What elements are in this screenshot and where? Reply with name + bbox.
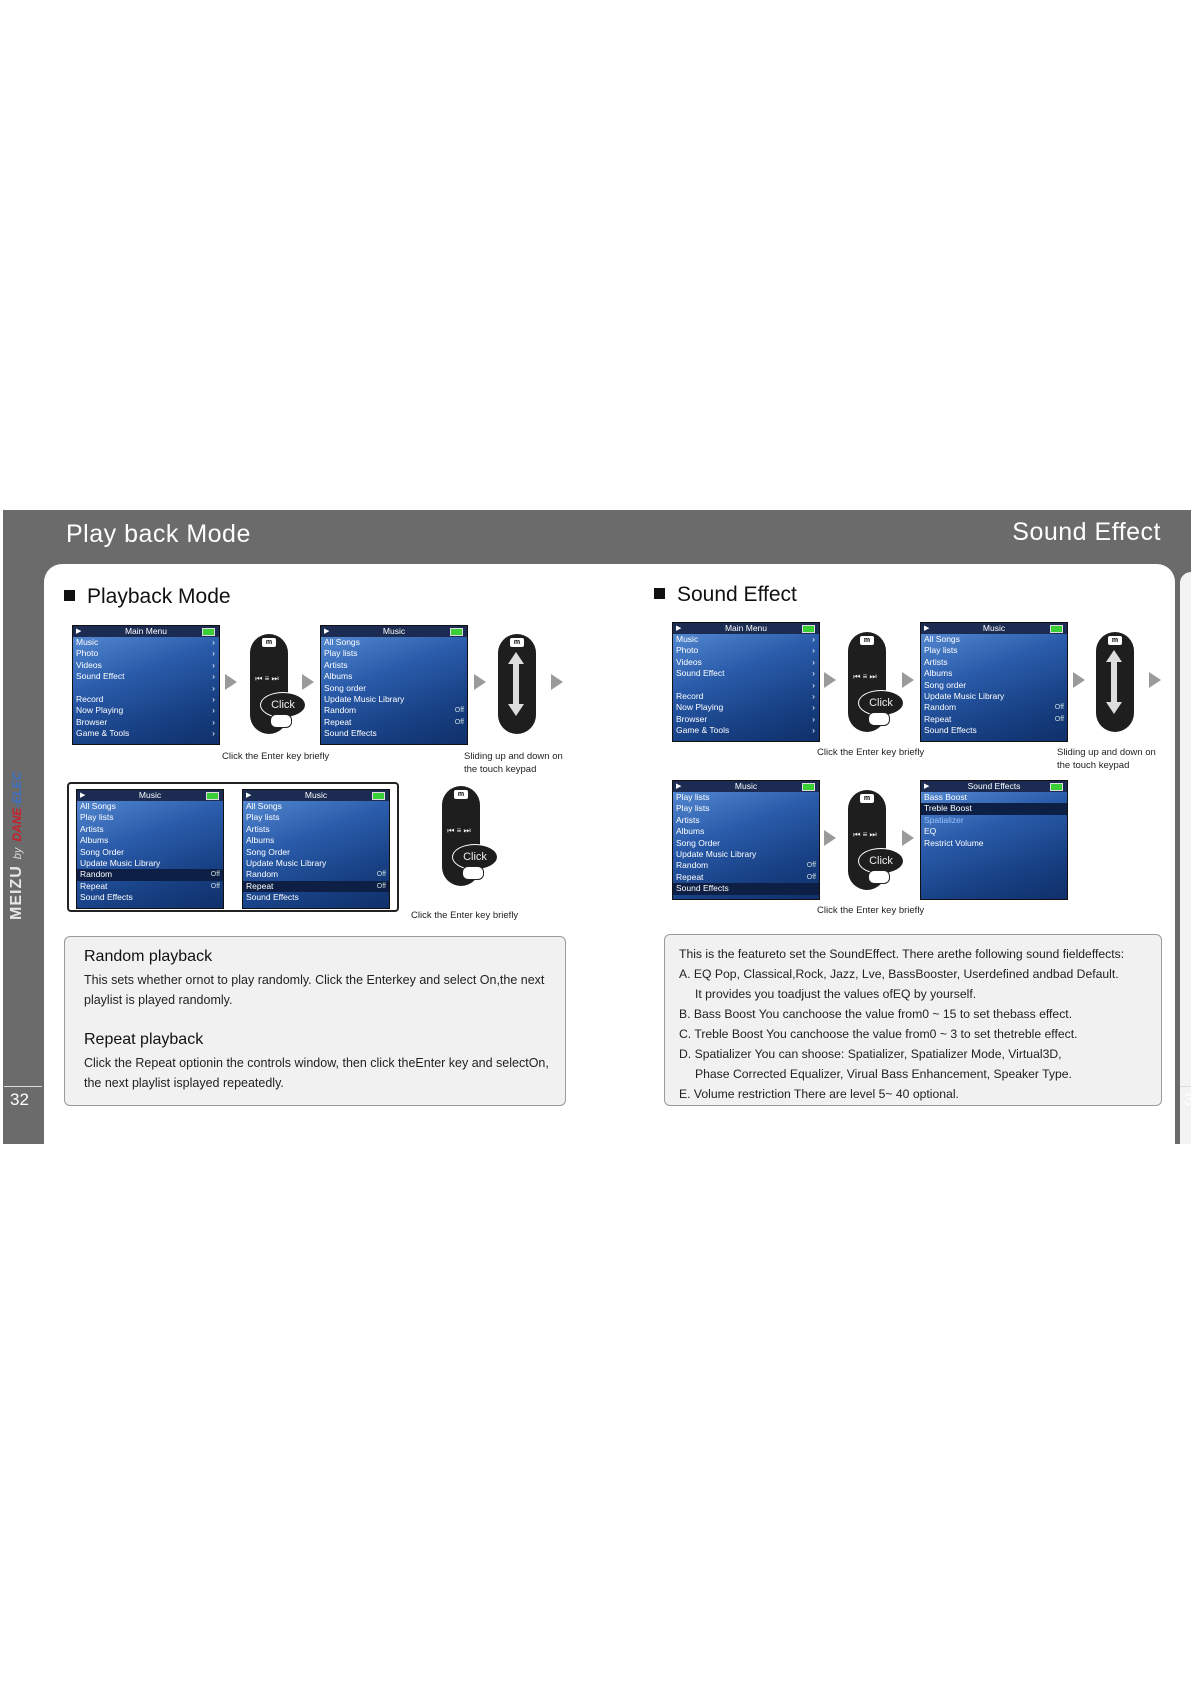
- screen-menu-item: Now Playing ›: [676, 702, 815, 713]
- screen-menu-item: Albums: [80, 835, 109, 846]
- screen-menu-item: Random Off: [676, 860, 816, 871]
- brand-logo: MEIZUbyDANE-ELEC: [8, 771, 25, 920]
- screen-menu-item: Browser ›: [676, 713, 815, 724]
- screen-menu-item: Sound Effect ›: [676, 668, 815, 679]
- hand-pointer-icon: [868, 712, 890, 726]
- screen-menu-item: Videos ›: [676, 656, 815, 667]
- touch-pad-icon: ⏮ ≡ ⏭: [447, 826, 471, 835]
- screen-menu-item: Song order: [324, 682, 367, 693]
- touch-pad-icon: ⏮ ≡ ⏭: [853, 672, 877, 681]
- screen-menu-item: Random Off: [246, 869, 386, 880]
- screen-menu-item: Play lists: [676, 803, 710, 814]
- meizu-logo-icon: m: [262, 638, 276, 647]
- flow-arrow: [474, 674, 486, 690]
- caption-slide-2: the touch keypad: [464, 764, 537, 775]
- screen-menu-item: Videos ›: [76, 659, 215, 670]
- flow-arrow: [824, 830, 836, 846]
- click-bubble: Click: [452, 844, 498, 870]
- screen-menu-item: Sound Effects: [324, 728, 377, 739]
- se-line-c: C. Treble Boost You canchoose the value from0 ~ 3 to set thetreble effect.: [679, 1027, 1078, 1041]
- screen-menu-item: Albums: [924, 668, 953, 679]
- touch-pad-icon: ⏮ ≡ ⏭: [853, 830, 877, 839]
- caption-slide-r-1: Sliding up and down on: [1057, 747, 1156, 758]
- screen-menu-item: All Songs: [324, 637, 360, 647]
- screen-menu-item: Update Music Library: [676, 848, 757, 859]
- meizu-logo-icon: m: [510, 638, 524, 647]
- random-body-1: This sets whether ornot to play randomly. Click the Enterkey and select On,the next: [84, 973, 545, 987]
- caption-slide-1: Sliding up and down on: [464, 751, 563, 762]
- screen-menu-item: Update Music Library: [246, 857, 327, 868]
- screen-menu-item: Photo ›: [76, 648, 215, 659]
- screen-menu-item: Play lists: [676, 792, 710, 802]
- se-line-d-2: Phase Corrected Equalizer, Virual Bass Enhancement, Speaker Type.: [695, 1067, 1072, 1081]
- screen-music-repeat: [242, 789, 390, 909]
- screen-menu-item: Artists: [80, 823, 104, 834]
- screen-menu-item: ›: [212, 682, 215, 693]
- screen-menu-item: Music ›: [676, 634, 815, 644]
- screen-menu-item: Song Order: [246, 846, 290, 857]
- next-page-edge: [1180, 572, 1191, 1144]
- flow-arrow: [902, 672, 914, 688]
- flow-arrow: [225, 674, 237, 690]
- click-bubble: Click: [260, 692, 306, 718]
- screen-menu-item: Play lists: [80, 812, 114, 823]
- page-header-right: Sound Effect: [1012, 518, 1161, 546]
- flow-arrow: [551, 674, 563, 690]
- screen-menu-item: Song Order: [676, 837, 720, 848]
- hand-pointer-icon: [270, 714, 292, 728]
- screen-menu-item: Game & Tools ›: [676, 725, 815, 736]
- screen-menu-item: Record ›: [76, 693, 215, 704]
- hand-pointer-icon: [462, 866, 484, 880]
- screen-menu-item: Repeat Off: [676, 871, 816, 882]
- screen-menu-item: Sound Effects: [80, 892, 133, 903]
- flow-arrow: [1149, 672, 1161, 688]
- screen-music-sound-effects: [672, 780, 820, 900]
- screen-title-bar: ▶ Main Menu: [673, 623, 819, 634]
- meizu-logo-icon: m: [454, 790, 468, 799]
- meizu-logo-icon: m: [1108, 636, 1122, 645]
- screen-music: [320, 625, 468, 745]
- screen-menu-item: Random Off: [924, 702, 1064, 713]
- screen-menu-item: Repeat Off: [80, 880, 220, 891]
- flow-arrow: [902, 830, 914, 846]
- screen-menu-item: Spatializer: [924, 814, 964, 825]
- page-number-left: 32: [10, 1090, 29, 1109]
- screen-menu-item: Treble Boost: [921, 803, 1067, 814]
- screen-menu-item: Repeat Off: [924, 713, 1064, 724]
- screen-menu-item: EQ: [924, 826, 937, 837]
- screen-main-menu: [72, 625, 220, 745]
- screen-title-bar: ▶ Music: [243, 790, 389, 801]
- screen-menu-item: Play lists: [924, 645, 958, 656]
- screen-menu-item: All Songs: [924, 634, 960, 644]
- device-click-r-2: [842, 784, 893, 894]
- screen-menu-item: Artists: [924, 656, 948, 667]
- screen-menu-item: Record ›: [676, 690, 815, 701]
- screen-title-bar: ▶ Main Menu: [73, 626, 219, 637]
- caption-enter-2: Click the Enter key briefly: [411, 910, 519, 921]
- se-line-intro: This is the featureto set the SoundEffect. There arethe following sound fieldeffects:: [679, 947, 1125, 961]
- screen-title-bar: ▶ Music: [77, 790, 223, 801]
- brand-meizu: MEIZU: [8, 865, 25, 920]
- page-number-right: 3: [1184, 1090, 1193, 1109]
- hand-pointer-icon: [868, 870, 890, 884]
- screen-menu-item: Bass Boost: [924, 792, 967, 802]
- screen-menu-item: Random Off: [77, 869, 223, 880]
- page-header-left: Play back Mode: [66, 520, 251, 548]
- screen-menu-item: Game & Tools ›: [76, 728, 215, 739]
- screen-menu-item: Music ›: [76, 637, 215, 647]
- device-click-r: [842, 626, 893, 736]
- screen-music-random-off: [76, 789, 224, 909]
- up-down-arrow-icon: [1106, 650, 1122, 714]
- flow-arrow: [1073, 672, 1085, 688]
- screen-title-bar: ▶ Music: [673, 781, 819, 792]
- section-title-playback: Playback Mode: [64, 585, 231, 609]
- screen-menu-item: Update Music Library: [924, 690, 1005, 701]
- screen-title-bar: ▶ Sound Effects: [921, 781, 1067, 792]
- flow-arrow: [302, 674, 314, 690]
- caption-enter: Click the Enter key briefly: [222, 751, 330, 762]
- screen-menu-item: Sound Effects: [246, 892, 299, 903]
- screen-menu-item: Now Playing ›: [76, 705, 215, 716]
- device-slide: [492, 628, 538, 738]
- caption-enter-r-2: Click the Enter key briefly: [817, 905, 925, 916]
- device-click: [244, 628, 295, 738]
- screen-menu-item: Random Off: [324, 705, 464, 716]
- caption-enter-r: Click the Enter key briefly: [817, 747, 925, 758]
- se-line-d: D. Spatializer You can shoose: Spatializer, Spatializer Mode, Virtual3D,: [679, 1047, 1062, 1061]
- screen-menu-item: Play lists: [246, 812, 280, 823]
- repeat-title: Repeat playback: [84, 1031, 204, 1048]
- screen-menu-item: Restrict Volume: [924, 837, 984, 848]
- touch-pad-icon: ⏮ ≡ ⏭: [255, 674, 279, 683]
- click-bubble: Click: [858, 848, 904, 874]
- screen-title-bar: ▶ Music: [321, 626, 467, 637]
- meizu-logo-icon: m: [860, 794, 874, 803]
- screen-menu-item: Play lists: [324, 648, 358, 659]
- repeat-body-1: Click the Repeat optionin the controls window, then click theEnter key and selectOn,: [84, 1056, 549, 1070]
- screen-main-menu-r: [672, 622, 820, 742]
- screen-menu-item: Artists: [324, 659, 348, 670]
- screen-menu-item: ›: [812, 679, 815, 690]
- click-bubble: Click: [858, 690, 904, 716]
- screen-menu-item: Artists: [676, 814, 700, 825]
- se-line-b: B. Bass Boost You canchoose the value from0 ~ 15 to set thebass effect.: [679, 1007, 1073, 1021]
- repeat-body-2: the next playlist isplayed repeatedly.: [84, 1076, 284, 1090]
- screen-sound-effects: [920, 780, 1068, 900]
- se-line-a: A. EQ Pop, Classical,Rock, Jazz, Lve, BassBooster, Userdefined andbad Default.: [679, 967, 1119, 981]
- screen-menu-item: Repeat Off: [324, 716, 464, 727]
- screen-music-r: [920, 622, 1068, 742]
- up-down-arrow-icon: [508, 652, 524, 716]
- screen-menu-item: Artists: [246, 823, 270, 834]
- screen-menu-item: Repeat Off: [243, 881, 389, 892]
- flow-arrow: [824, 672, 836, 688]
- screen-menu-item: Sound Effects: [924, 725, 977, 736]
- screen-menu-item: Photo ›: [676, 645, 815, 656]
- screen-menu-item: Albums: [676, 826, 705, 837]
- meizu-logo-icon: m: [860, 636, 874, 645]
- screen-menu-item: Song order: [924, 679, 967, 690]
- screen-menu-item: Albums: [246, 835, 275, 846]
- screen-menu-item: Song Order: [80, 846, 124, 857]
- se-line-e: E. Volume restriction There are level 5~ 40 optional.: [679, 1087, 959, 1101]
- random-title: Random playback: [84, 948, 213, 965]
- screen-menu-item: Update Music Library: [324, 693, 405, 704]
- screen-menu-item: All Songs: [80, 801, 116, 811]
- device-slide-r: [1090, 626, 1136, 736]
- screen-menu-item: All Songs: [246, 801, 282, 811]
- caption-slide-r-2: the touch keypad: [1057, 760, 1130, 771]
- se-line-a-2: It provides you toadjust the values ofEQ by yourself.: [695, 987, 977, 1001]
- screen-menu-item: Browser ›: [76, 716, 215, 727]
- device-click-2: [436, 780, 487, 890]
- screen-menu-item: Update Music Library: [80, 857, 161, 868]
- screen-menu-item: Sound Effect ›: [76, 671, 215, 682]
- random-body-2: playlist is played randomly.: [84, 993, 233, 1007]
- screen-menu-item: Albums: [324, 671, 353, 682]
- section-title-sound-effect: Sound Effect: [654, 583, 797, 607]
- screen-menu-item: Sound Effects: [673, 883, 819, 894]
- screen-title-bar: ▶ Music: [921, 623, 1067, 634]
